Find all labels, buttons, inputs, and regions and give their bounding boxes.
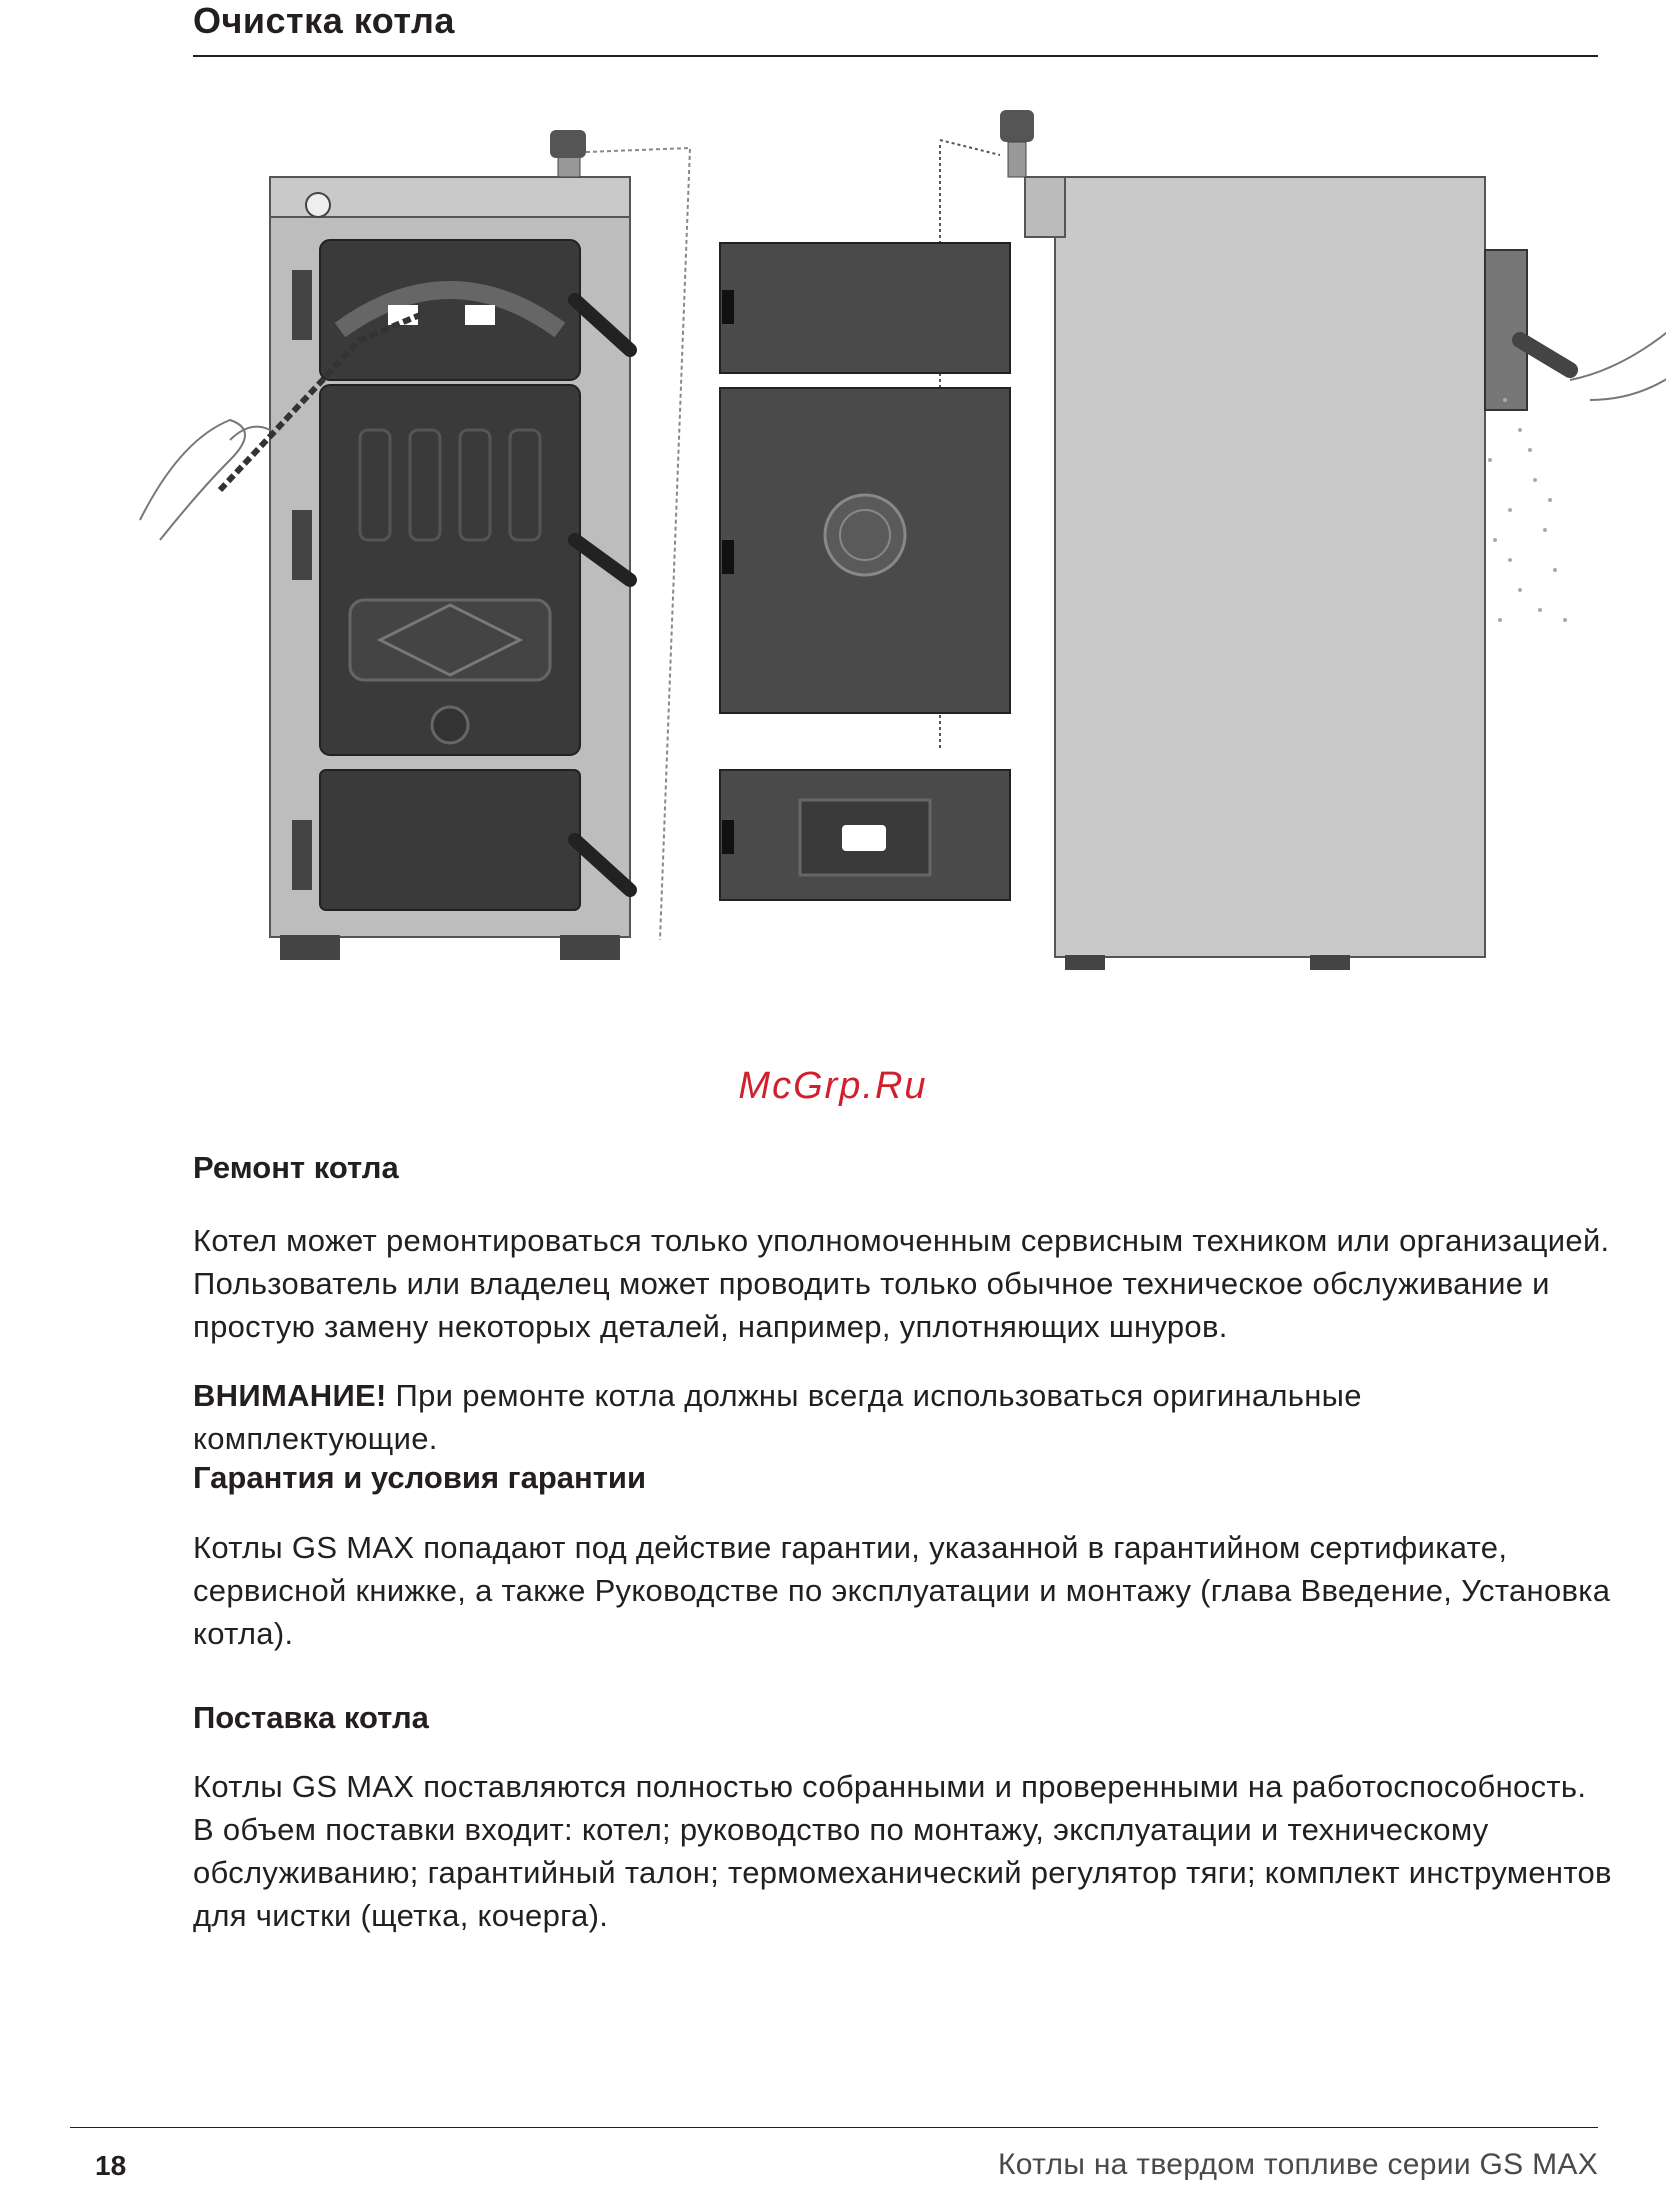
heading-repair: Ремонт котла [193,1150,399,1185]
footer-title: Котлы на твердом топливе серии GS MAX [998,2148,1598,2181]
heading-warranty: Гарантия и условия гарантии [193,1460,647,1495]
warning-text: При ремонте котла должны всегда использоваться оригинальные комплектующие. [193,1378,1362,1456]
watermark: McGrp.Ru [738,1065,928,1107]
boiler-front-view [140,130,690,960]
boiler-side-view [720,110,1666,970]
warranty-text: Котлы GS MAX попадают под действие гарантии, указанной в гарантийном сертификате, сервисной книжке, а также Руководстве по эксплуатации и монтажу (глава Введение, Установка котла). [193,1530,1611,1651]
paragraph-delivery [193,1765,1613,1937]
section-title: Очистка котла [193,0,455,41]
warning-label: ВНИМАНИЕ! [193,1378,387,1413]
heading-delivery: Поставка котла [193,1700,429,1735]
repair-text: Котел может ремонтироваться только уполномоченным сервисным техником или организацией. Пользователь или владелец может проводить только обычное техническое обслуживание и простую замену некоторых деталей, например, уплотняющих шнуров. [193,1223,1610,1344]
paragraph-warranty [193,1526,1613,1655]
warning-note [193,1374,1613,1460]
boiler-cleaning-illustration [120,100,1666,1000]
delivery-text: Котлы GS MAX поставляются полностью собранными и проверенными на работоспособность. В объем поставки входит: котел; руководство по монтажу, эксплуатации и техническому обслуживанию; гарантийный талон; термомеханический регулятор тяги; комплект инструментов для чистки (щетка, кочерга). [193,1769,1612,1933]
paragraph-repair [193,1219,1613,1348]
top-rule [193,55,1598,57]
page-number: 18 [95,2150,127,2181]
footer-rule [70,2127,1598,2128]
